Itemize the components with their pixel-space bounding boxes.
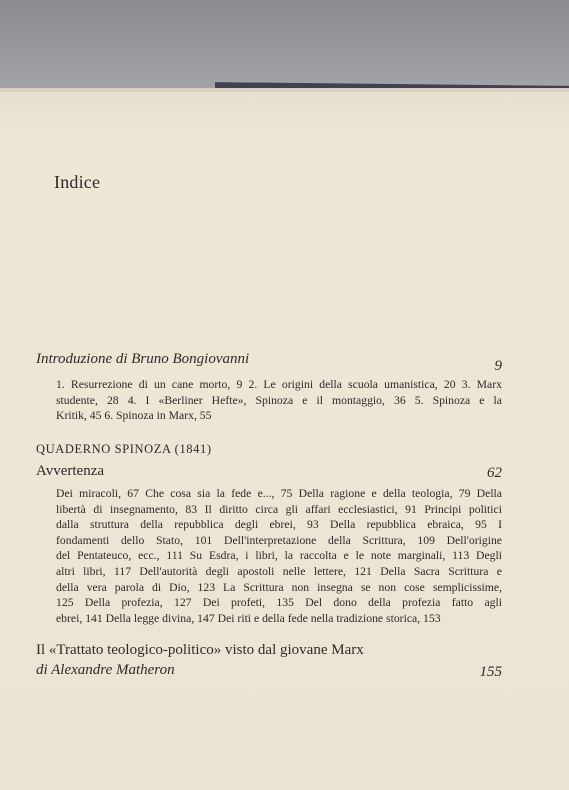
quaderno-line: della vera parola di Dio, 123 La Scrittura non insegna se non cose semplicissime, <box>56 580 502 594</box>
intro-line: 1. Resurrezione di un cane morto, 9 2. Le origini della scuola umanistica, 20 3. Marx <box>56 378 502 391</box>
quaderno-line: del Pentateuco, ecc., 111 Su Esdra, i libri, la raccolta e le note marginali, 113 Degli <box>56 549 502 563</box>
quaderno-line: libertà di insegnamento, 83 Il diritto circa gli affari ecclesiastici, 91 Principi politici <box>56 502 502 516</box>
intro-contents <box>56 377 502 424</box>
avvertenza-page-number: 62 <box>487 465 502 481</box>
quaderno-line: dalla struttura della repubblica degli ebrei, 93 Della repubblica ebraica, 95 I <box>56 518 502 532</box>
intro-page-number: 9 <box>494 358 502 374</box>
quaderno-line: 125 Della profezia, 127 Dei profeti, 135 Del dono della profezia fatto agli <box>56 596 502 610</box>
avvertenza-title: Avvertenza <box>36 463 105 479</box>
page-heading: Indice <box>54 172 101 192</box>
intro-line: studente, 28 4. I «Berliner Hefte», Spinoza e il montaggio, 36 5. Spinoza e la <box>56 393 502 407</box>
intro-title: Introduzione di Bruno Bongiovanni <box>36 351 250 367</box>
matheron-author: di Alexandre Matheron <box>36 662 175 678</box>
background-surface <box>0 0 569 92</box>
matheron-title: Il «Trattato teologico-politico» visto dal giovane Marx <box>36 642 364 658</box>
quaderno-contents <box>56 486 502 626</box>
quaderno-line: altri libri, 117 Dell'autorità degli apostoli nelle lettere, 121 Della Sacra Scrittura e <box>56 564 502 578</box>
quaderno-line: ebrei, 141 Della legge divina, 147 Dei riti e della fede nella tradizione storica, 153 <box>56 611 441 625</box>
quaderno-line: Dei miracoli, 67 Che cosa sia la fede e..., 75 Della ragione e della teologia, 79 Della <box>56 487 502 500</box>
quaderno-line: fondamenti dello Stato, 101 Dell'interpretazione della Scrittura, 109 Dell'origine <box>56 533 502 547</box>
intro-line: Kritik, 45 6. Spinoza in Marx, 55 <box>56 409 212 423</box>
section-title: QUADERNO SPINOZA (1841) <box>36 442 212 456</box>
matheron-page-number: 155 <box>479 664 502 680</box>
book-page <box>0 88 569 790</box>
page-top-shadow <box>0 88 569 92</box>
